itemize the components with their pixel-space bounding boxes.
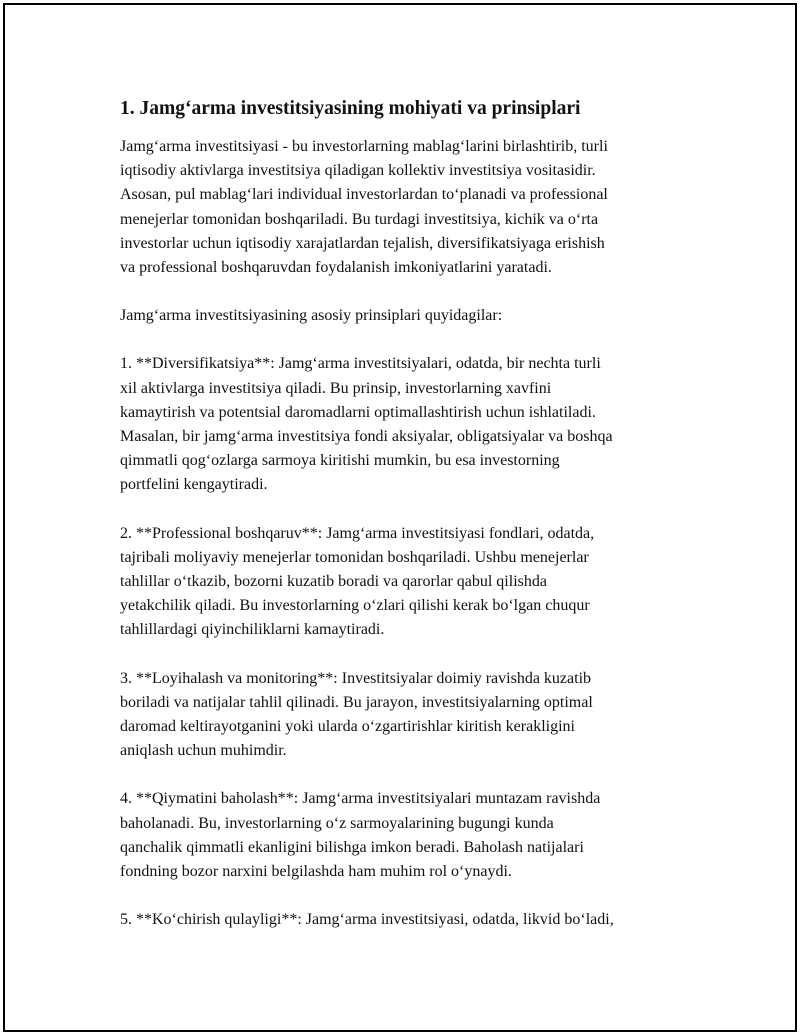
principle-management-paragraph — [120, 522, 710, 643]
text-line: tahlillardagi qiyinchiliklarni kamaytiradi. — [120, 621, 385, 639]
text-line: 1. **Diversifikatsiya**: Jamg‘arma investitsiyalari, odatda, bir nechta turli — [120, 355, 601, 373]
text-line: qimmatli qog‘ozlarga sarmoya kiritishi mumkin, bu esa investorning — [120, 452, 560, 470]
text-line: 2. **Professional boshqaruv**: Jamg‘arma investitsiyasi fondlari, odatda, — [120, 524, 595, 542]
text-line: xil aktivlarga investitsiya qiladi. Bu prinsip, investorlarning xavfini — [120, 379, 552, 397]
text-line: tajribali moliyaviy menejerlar tomonidan boshqariladi. Ushbu menejerlar — [120, 548, 589, 566]
text-line: menejerlar tomonidan boshqariladi. Bu turdagi investitsiya, kichik va o‘rta — [120, 210, 599, 228]
text-line: fondning bozor narxini belgilashda ham muhim rol o‘ynaydi. — [120, 863, 512, 881]
text-line: 3. **Loyihalash va monitoring**: Investitsiyalar doimiy ravishda kuzatib — [120, 669, 592, 687]
section-title: 1. Jamg‘arma investitsiyasining mohiyati va prinsiplari — [120, 98, 581, 119]
text-line: 5. **Ko‘chirish qulayligi**: Jamg‘arma investitsiyasi, odatda, likvid bo‘ladi, — [120, 911, 614, 929]
text-line: investorlar uchun iqtisodiy xarajatlardan tejalish, diversifikatsiyaga erishish — [120, 234, 605, 252]
text-line: tahlillar o‘tkazib, bozorni kuzatib boradi va qarorlar qabul qilishda — [120, 573, 547, 591]
text-line: boriladi va natijalar tahlil qilinadi. Bu jarayon, investitsiyalarning optimal — [120, 693, 593, 711]
text-line: va professional boshqaruvdan foydalanish imkoniyatlarini yaratadi. — [120, 259, 552, 277]
text-line: Asosan, pul mablag‘lari individual investorlardan to‘planadi va professional — [120, 186, 608, 204]
document-body — [120, 97, 710, 956]
text-line: aniqlash uchun muhimdir. — [120, 742, 287, 760]
intro-paragraph — [120, 135, 710, 280]
text-line: daromad keltirayotganini yoki ularda o‘zgartirishlar kiritish kerakligini — [120, 718, 575, 736]
text-line: qanchalik qimmatli ekanligini bilishga imkon beradi. Baholash natijalari — [120, 838, 584, 856]
text-line: 4. **Qiymatini baholash**: Jamg‘arma investitsiyalari muntazam ravishda — [120, 790, 601, 808]
text-line: portfelini kengaytiradi. — [120, 476, 268, 494]
principle-diversification-paragraph — [120, 352, 710, 497]
text-line: Masalan, bir jamg‘arma investitsiya fondi aksiyalar, obligatsiyalar va boshqa — [120, 428, 613, 446]
text-line: iqtisodiy aktivlarga investitsiya qiladigan kollektiv investitsiya vositasidir. — [120, 162, 596, 180]
document-page — [3, 3, 797, 1032]
principle-liquidity-paragraph — [120, 908, 710, 932]
text-line: yetakchilik qiladi. Bu investorlarning o‘zlari qilishi kerak bo‘lgan chuqur — [120, 597, 590, 615]
text-line: Jamg‘arma investitsiyasining asosiy prinsiplari quyidagilar: — [120, 307, 503, 325]
principle-monitoring-paragraph — [120, 667, 710, 764]
text-line: baholanadi. Bu, investorlarning o‘z sarmoyalarining bugungi kunda — [120, 814, 554, 832]
principle-valuation-paragraph — [120, 787, 710, 884]
text-line: kamaytirish va potentsial daromadlarni optimallashtirish uchun ishlatiladi. — [120, 403, 596, 421]
text-line: Jamg‘arma investitsiyasi - bu investorlarning mablag‘larini birlashtirib, turli — [120, 138, 608, 155]
principles-intro-paragraph — [120, 304, 710, 328]
